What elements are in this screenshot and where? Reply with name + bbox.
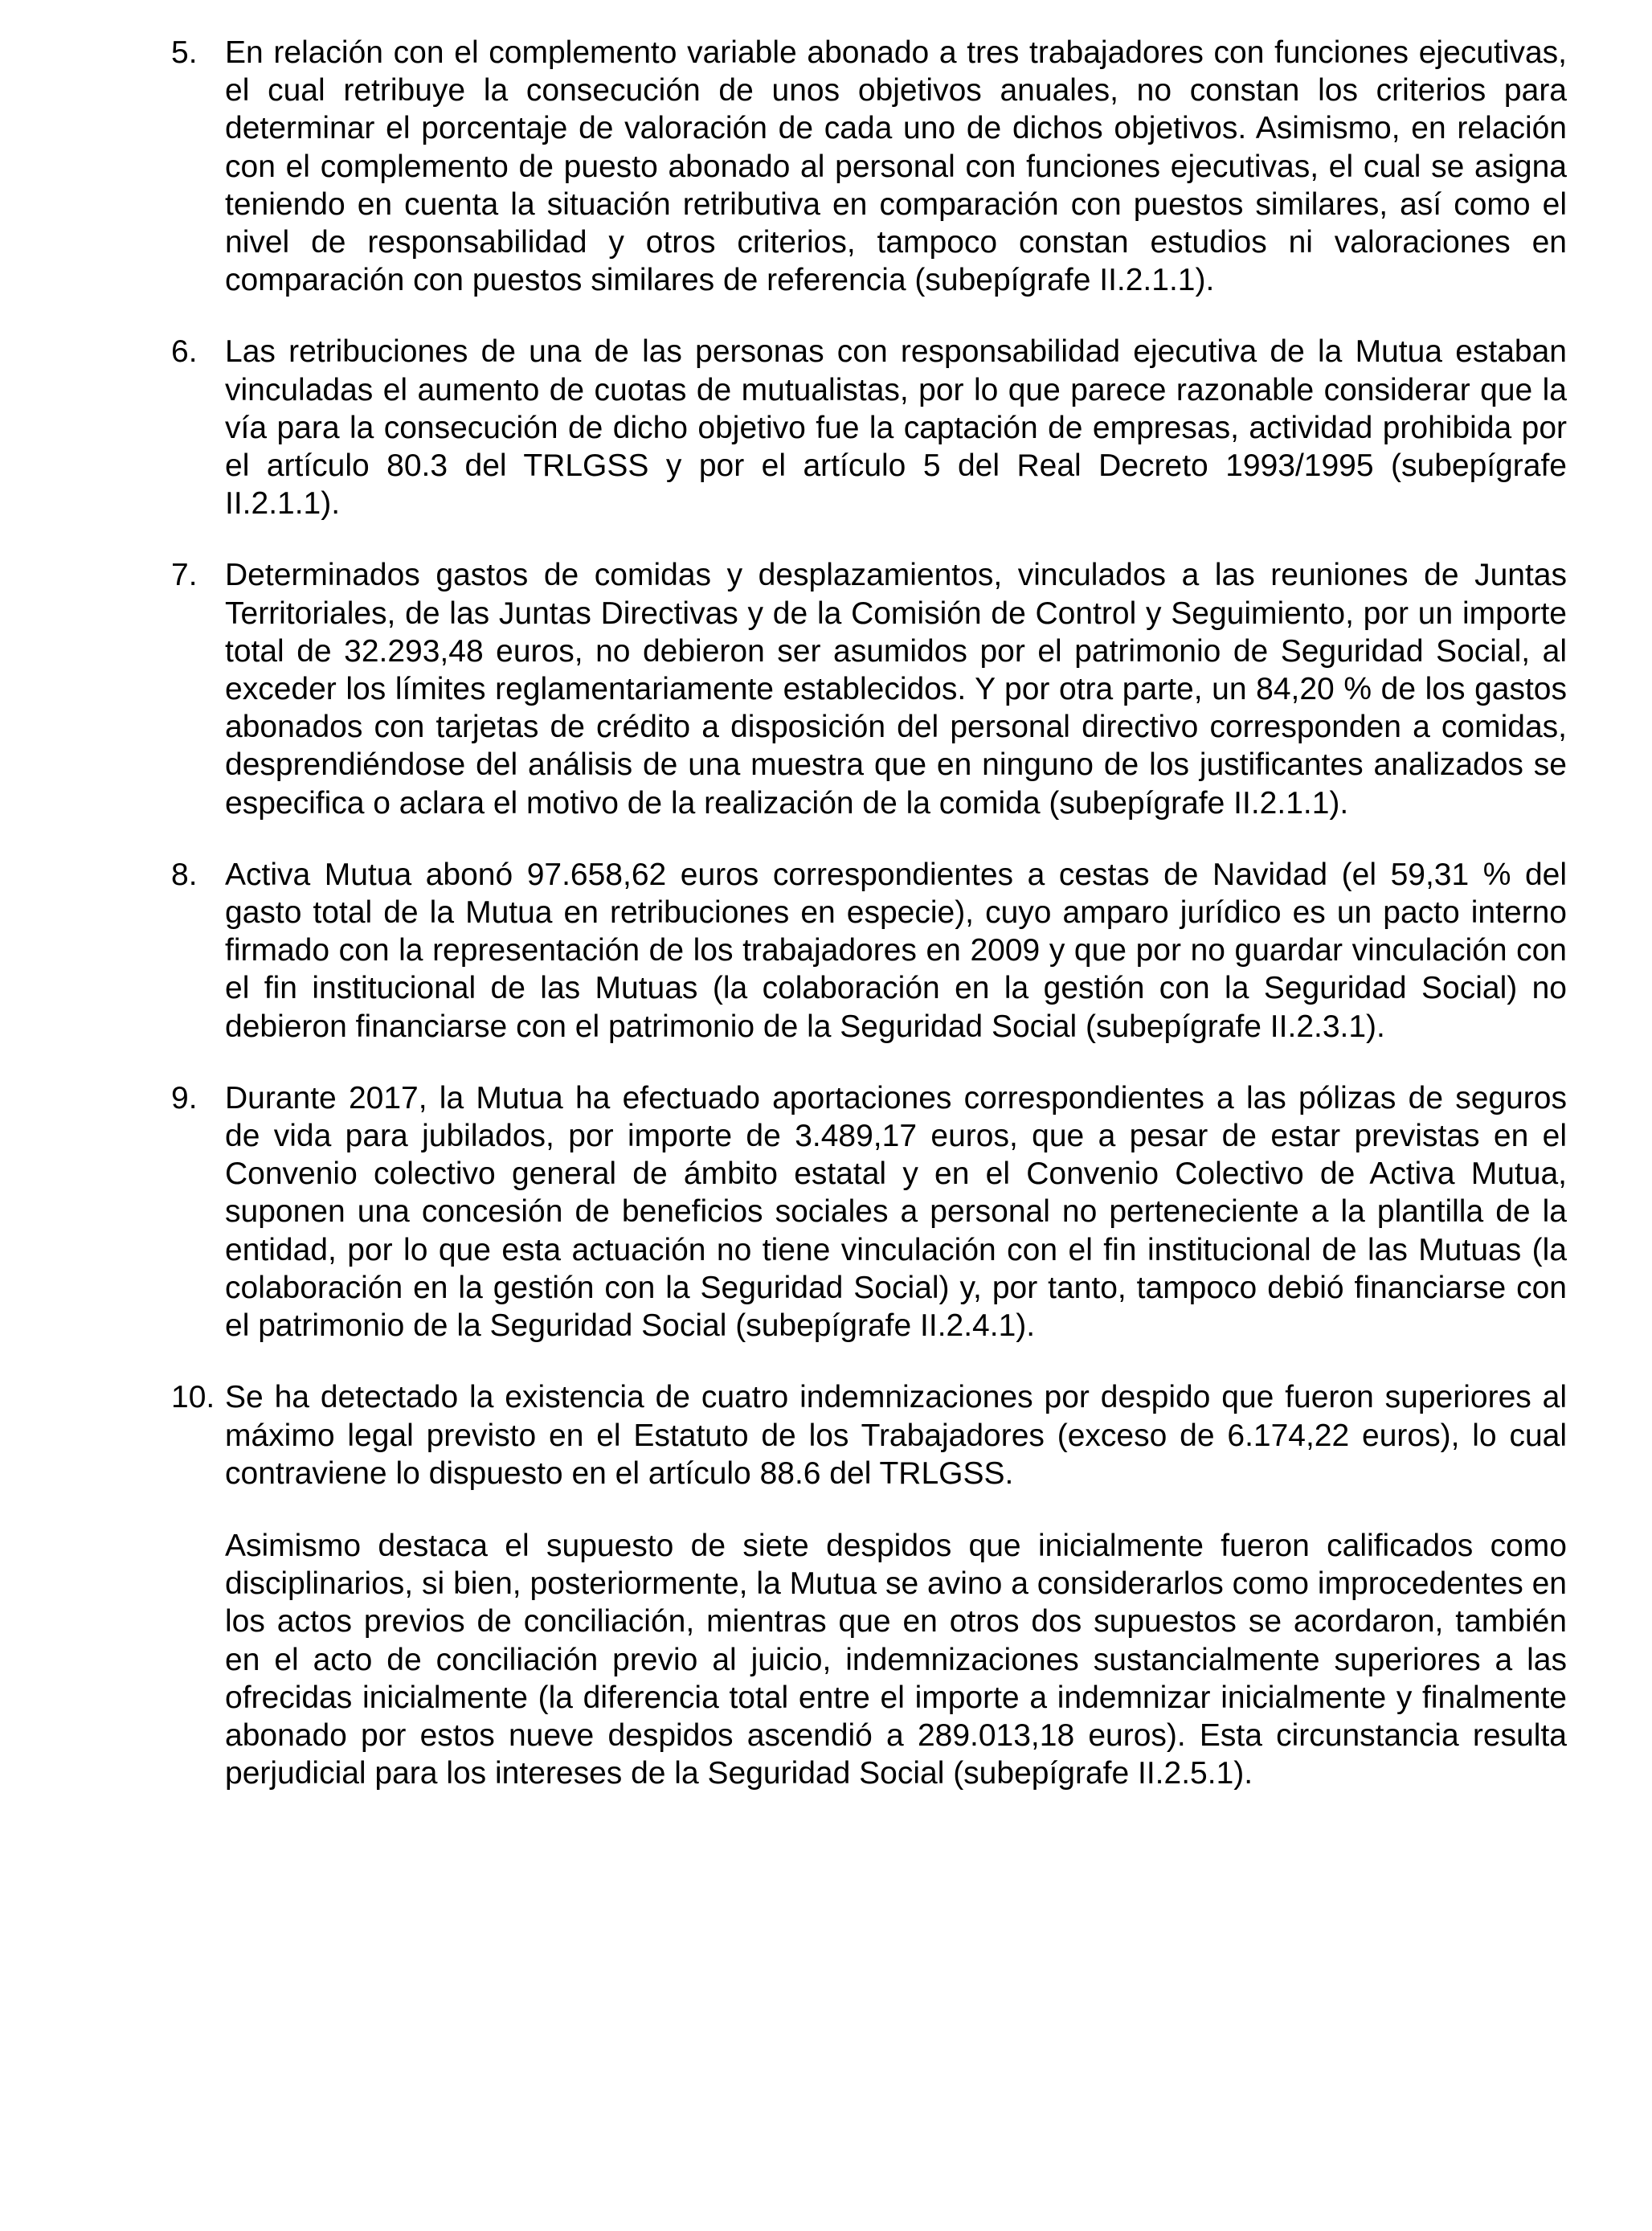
finding-item-5 (171, 34, 1567, 299)
finding-item-9 (171, 1079, 1567, 1345)
item-number: 8. (171, 857, 198, 892)
item-text: Se ha detectado la existencia de cuatro indemnizaciones por despido que fueron superiores al máximo legal previsto en el Estatuto de los Trabajadores (exceso de 6.174,22 euros), lo cual contraviene lo dispuesto en el artículo 88.6 del TRLGSS. (225, 1380, 1567, 1491)
finding-item-6 (171, 333, 1567, 522)
finding-item-8 (171, 856, 1567, 1046)
item-text: Determinados gastos de comidas y desplazamientos, vinculados a las reuniones de Juntas Territoriales, de las Juntas Directivas y de la Comisión de Control y Seguimiento, por un importe total de 32.293,48 euros, no debieron ser asumidos por el patrimonio de Seguridad Social, al exceder los límites reglamentariamente establecidos. Y por otra parte, un 84,20 % de los gastos abonados con tarjetas de crédito a disposición del personal directivo corresponden a comidas, desprendiéndose del análisis de una muestra que en ninguno de los justificantes analizados se especifica o aclara el motivo de la realización de la comida (subepígrafe II.2.1.1). (225, 558, 1567, 821)
finding-item-10 (171, 1378, 1567, 1792)
item-text: Activa Mutua abonó 97.658,62 euros correspondientes a cestas de Navidad (el 59,31 % del gasto total de la Mutua en retribuciones en especie), cuyo amparo jurídico es un pacto interno firmado con la representación de los trabajadores en 2009 y que por no guardar vinculación con el fin institucional de las Mutuas (la colaboración en la gestión con la Seguridad Social) no debieron financiarse con el patrimonio de la Seguridad Social (subepígrafe II.2.3.1). (225, 857, 1567, 1044)
item-number: 6. (171, 334, 198, 370)
item-number: 10. (171, 1380, 215, 1415)
item-number: 5. (171, 35, 198, 70)
item-text: En relación con el complemento variable abonado a tres trabajadores con funciones ejecutivas, el cual retribuye la consecución de unos objetivos anuales, no constan los criterios para determinar el porcentaje de valoración de cada uno de dichos objetivos. Asimismo, en relación con el complemento de puesto abonado al personal con funciones ejecutivas, el cual se asigna teniendo en cuenta la situación retributiva en comparación con puestos similares, así como el nivel de responsabilidad y otros criterios, tampoco constan estudios ni valoraciones en comparación con puestos similares de referencia (subepígrafe II.2.1.1). (225, 35, 1567, 298)
item-number: 9. (171, 1080, 198, 1116)
item-text: Durante 2017, la Mutua ha efectuado aportaciones correspondientes a las pólizas de seguros de vida para jubilados, por importe de 3.489,17 euros, que a pesar de estar previstas en el Convenio colectivo general de ámbito estatal y en el Convenio Colectivo de Activa Mutua, suponen una concesión de beneficios sociales a personal no perteneciente a la plantilla de la entidad, por lo que esta actuación no tiene vinculación con el fin institucional de las Mutuas (la colaboración en la gestión con la Seguridad Social) y, por tanto, tampoco debió financiarse con el patrimonio de la Seguridad Social (subepígrafe II.2.4.1). (225, 1080, 1567, 1344)
item-text: Las retribuciones de una de las personas con responsabilidad ejecutiva de la Mutua estaban vinculadas el aumento de cuotas de mutualistas, por lo que parece razonable considerar que la vía para la consecución de dicho objetivo fue la captación de empresas, actividad prohibida por el artículo 80.3 del TRLGSS y por el artículo 5 del Real Decreto 1993/1995 (subepígrafe II.2.1.1). (225, 334, 1567, 522)
findings-list (171, 34, 1567, 1826)
item-continuation-paragraph: Asimismo destaca el supuesto de siete despidos que inicialmente fueron calificados como disciplinarios, si bien, posteriormente, la Mutua se avino a considerarlos como improcedentes en los actos previos de conciliación, mientras que en otros dos supuestos se acordaron, también en el acto de conciliación previo al juicio, indemnizaciones sustancialmente superiores a las ofrecidas inicialmente (la diferencia total entre el importe a indemnizar inicialmente y finalmente abonado por estos nueve despidos ascendió a 289.013,18 euros). Esta circunstancia resulta perjudicial para los intereses de la Seguridad Social (subepígrafe II.2.5.1). (225, 1528, 1567, 1791)
finding-item-7 (171, 556, 1567, 821)
item-number: 7. (171, 558, 198, 593)
